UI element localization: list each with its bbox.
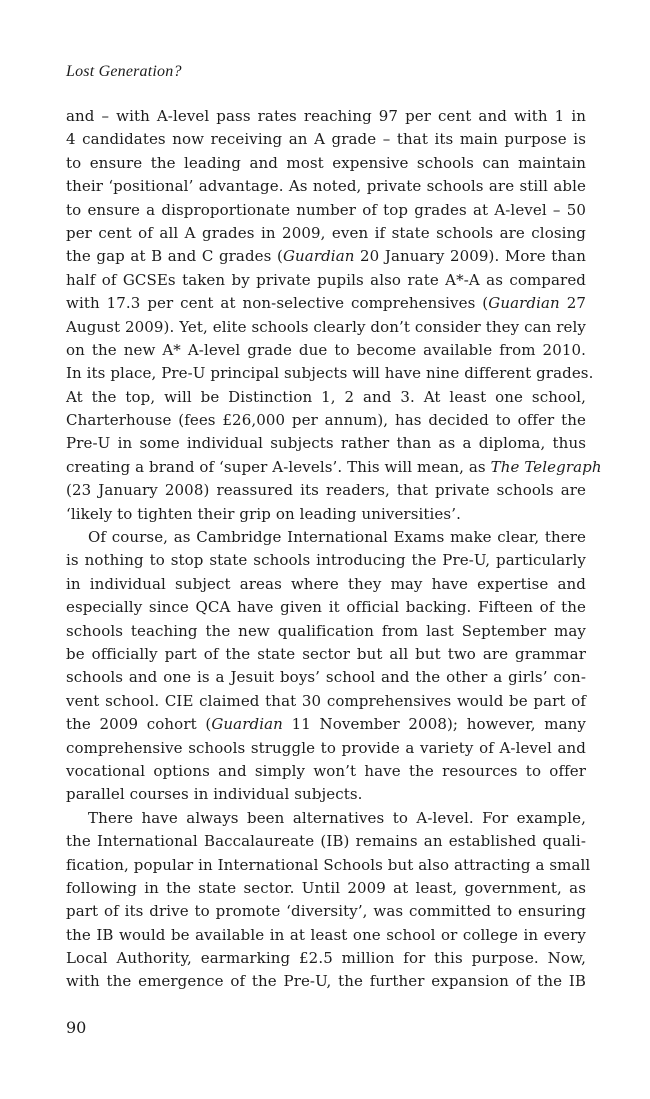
text-line [66, 269, 586, 292]
text-run: 4 candidates now receiving an A grade – that its main purpose is [66, 130, 586, 149]
text-run: Of course, as Cambridge International Exams make clear, there [88, 528, 586, 547]
text-line [66, 362, 594, 385]
italic-citation: The Telegraph [490, 457, 602, 476]
text-run: 11 November 2008); however, many [282, 715, 586, 734]
text-line [66, 526, 586, 549]
text-run: part of its drive to promote ‘diversity’, was committed to ensuring [66, 902, 586, 921]
text-line [66, 245, 586, 268]
text-run: their ‘positional’ advantage. As noted, private schools are still able [66, 177, 586, 196]
text-run: schools and one is a Jesuit boys’ school and the other a girls’ con- [66, 668, 586, 687]
text-run: per cent of all A grades in 2009, even if state schools are closing [66, 223, 586, 242]
text-run: There have always been alternatives to A-level. For example, [88, 808, 586, 827]
text-run: with the emergence of the Pre-U, the further expansion of the IB [66, 972, 586, 991]
text-run: with 17.3 per cent at non-selective comprehensives ( [66, 294, 489, 313]
text-line [66, 877, 586, 900]
text-run: following in the state sector. Until 2009 at least, government, as [66, 878, 586, 897]
text-line [66, 292, 586, 315]
text-run: the 2009 cohort ( [66, 715, 212, 734]
text-line [66, 713, 586, 736]
text-line [66, 970, 586, 993]
text-run: the International Baccalaureate (IB) remains an established quali- [66, 832, 586, 851]
text-run: in individual subject areas where they may have expertise and [66, 574, 586, 593]
text-run: comprehensive schools struggle to provide a variety of A-level and [66, 738, 586, 757]
text-run: is nothing to stop state schools introducing the Pre-U, particularly [66, 551, 586, 570]
text-run: (23 January 2008) reassured its readers, that private schools are [66, 481, 586, 500]
text-run: to ensure a disproportionate number of top grades at A-level – 50 [66, 200, 586, 219]
text-run: Pre-U in some individual subjects rather than as a diploma, thus [66, 434, 586, 453]
text-run: Charterhouse (fees £26,000 per annum), has decided to offer the [66, 411, 586, 430]
text-line [66, 760, 586, 783]
body-text [66, 105, 602, 994]
text-run: parallel courses in individual subjects. [66, 785, 363, 804]
text-run: especially since QCA have given it official backing. Fifteen of the [66, 598, 586, 617]
text-line [66, 503, 586, 526]
text-run: the gap at B and C grades ( [66, 247, 283, 266]
text-run: August 2009). Yet, elite schools clearly don’t consider they can rely [66, 317, 586, 336]
text-run: creating a brand of ‘super A-levels’. This will mean, as [66, 457, 491, 476]
text-line [66, 152, 586, 175]
text-run: 20 January 2009). More than [354, 247, 586, 266]
text-run: vocational options and simply won’t have the resources to offer [66, 761, 586, 780]
text-run: half of GCSEs taken by private pupils also rate A*-A as compared [66, 270, 586, 289]
text-run: 27 [559, 294, 586, 313]
text-line [66, 479, 586, 502]
text-run: ‘likely to tighten their grip on leading universities’. [66, 504, 461, 523]
text-run: and – with A-level pass rates reaching 97 per cent and with 1 in [66, 107, 586, 125]
text-line [66, 199, 586, 222]
text-line [66, 737, 586, 760]
text-line [66, 596, 586, 619]
text-line [66, 456, 602, 479]
text-line [66, 222, 586, 245]
text-line [66, 690, 586, 713]
italic-citation: Guardian [282, 247, 355, 266]
text-line [66, 830, 586, 853]
italic-citation: Guardian [211, 715, 283, 734]
text-line [66, 900, 586, 923]
text-line [66, 339, 586, 362]
text-line [66, 620, 586, 643]
text-line [66, 924, 586, 947]
text-run: fication, popular in International Schools but also attracting a small [66, 855, 591, 874]
text-line [66, 854, 591, 877]
text-line [66, 409, 586, 432]
text-run: vent school. CIE claimed that 30 comprehensives would be part of [66, 691, 586, 710]
text-line [66, 386, 586, 409]
text-run: to ensure the leading and most expensive schools can maintain [66, 153, 586, 172]
text-line [66, 947, 586, 970]
text-run: on the new A* A-level grade due to become available from 2010. [66, 340, 586, 359]
text-run: At the top, will be Distinction 1, 2 and 3. At least one school, [66, 387, 586, 406]
text-run: the IB would be available in at least one school or college in every [66, 925, 586, 944]
text-line [66, 105, 586, 128]
text-run: In its place, Pre-U principal subjects will have nine different grades. [66, 364, 594, 383]
text-line [66, 783, 586, 806]
text-line [66, 549, 586, 572]
text-line [66, 175, 586, 198]
text-line [66, 807, 586, 830]
running-head: Lost Generation? [66, 63, 182, 80]
text-run: Local Authority, earmarking £2.5 million for this purpose. Now, [66, 949, 586, 968]
text-line [66, 666, 586, 689]
text-run: be officially part of the state sector but all but two are grammar [66, 644, 586, 663]
text-run: schools teaching the new qualification from last September may [66, 621, 586, 640]
text-line [66, 432, 586, 455]
page-number: 90 [66, 1018, 87, 1037]
text-line [66, 128, 586, 151]
text-line [66, 573, 586, 596]
text-line [66, 316, 586, 339]
text-line [66, 643, 586, 666]
italic-citation: Guardian [488, 294, 560, 313]
